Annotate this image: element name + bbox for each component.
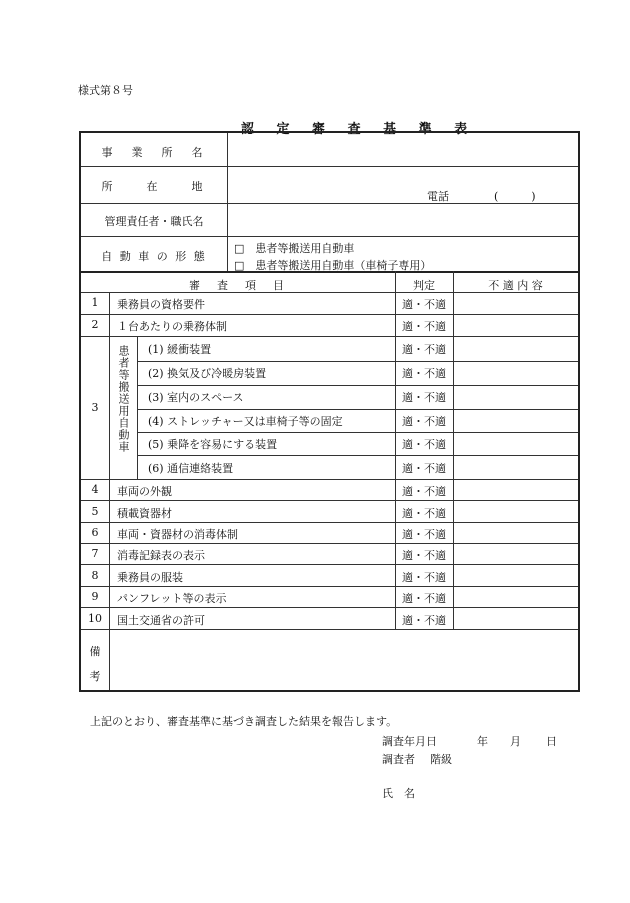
sub-item-label: (6) 通信連絡装置 [148,462,234,475]
vehicle-option-wheelchair[interactable]: □ 患者等搬送用自動車（車椅子専用） [234,259,432,272]
remarks-label-1: 備 [89,645,101,658]
judgment-option[interactable]: 適・不適 [402,507,446,520]
judgment-option[interactable]: 適・不適 [402,571,446,584]
judgment-option[interactable]: 適・不適 [402,367,446,380]
judgment-option[interactable]: 適・不適 [402,549,446,562]
form-number: 様式第８号 [78,84,133,97]
row-number: 6 [91,526,99,539]
sub-item-label: (2) 換気及び冷暖房装置 [148,367,267,380]
row-number: 7 [91,547,99,560]
judgment-option[interactable]: 適・不適 [402,614,446,627]
item-label: １台あたりの乗務体制 [117,320,227,333]
row-number: 2 [91,318,99,331]
sub-item-label: (4) ストレッチャー又は車椅子等の固定 [148,415,343,428]
judgment-option[interactable]: 適・不適 [402,343,446,356]
phone-field[interactable]: ( ) [494,190,536,203]
investigator-label: 調査者 [382,753,415,766]
row-number: 8 [91,569,99,582]
phone-label: 電話 [427,190,449,203]
item-label: パンフレット等の表示 [117,592,227,605]
vehicle-group-label: 患者等搬送用自動車 [117,345,130,453]
item-label: 国土交通省の許可 [117,614,205,627]
row-number: 9 [91,590,99,603]
name-label: 氏 名 [382,787,415,800]
row-number: 1 [91,296,99,309]
remarks-label-2: 考 [89,670,101,683]
judgment-option[interactable]: 適・不適 [402,528,446,541]
judgment-option[interactable]: 適・不適 [402,391,446,404]
manager-field[interactable] [228,204,578,236]
sub-item-label: (5) 乗降を容易にする装置 [148,438,278,451]
judgment-option[interactable]: 適・不適 [402,592,446,605]
vehicle-type-label: 自 動 車 の 形 態 [101,250,207,263]
judgment-option[interactable]: 適・不適 [402,485,446,498]
remarks-field[interactable] [110,630,578,690]
rank-label: 階級 [430,753,452,766]
item-label: 乗務員の服装 [117,571,183,584]
row-number: 4 [91,483,99,496]
judgment-option[interactable]: 適・不適 [402,438,446,451]
office-name-field[interactable] [228,133,578,166]
sub-item-label: (3) 室内のスペース [148,391,244,404]
item-label: 車両・資器材の消毒体制 [117,528,238,541]
vehicle-option-standard[interactable]: □ 患者等搬送用自動車 [234,242,355,255]
report-statement: 上記のとおり、審査基準に基づき調査した結果を報告します。 [90,715,398,728]
manager-label: 管理責任者・職氏名 [104,215,204,228]
judgment-column-header: 判定 [413,279,435,292]
item-label: 車両の外観 [117,485,172,498]
day-label: 日 [546,735,557,748]
review-table [79,131,580,692]
sub-item-label: (1) 緩衝装置 [148,343,212,356]
row-number: 5 [91,505,99,518]
judgment-option[interactable]: 適・不適 [402,415,446,428]
judgment-option[interactable]: 適・不適 [402,298,446,311]
judgment-option[interactable]: 適・不適 [402,320,446,333]
item-label: 消毒記録表の表示 [117,549,205,562]
location-label: 所 在 地 [101,180,207,193]
item-label: 積載資器材 [117,507,172,520]
year-label: 年 [477,735,488,748]
row-number: 3 [91,401,99,414]
item-label: 乗務員の資格要件 [117,298,205,311]
row-number: 10 [88,612,102,625]
month-label: 月 [510,735,521,748]
document-title: 認 定 審 査 基 準 表 [241,122,477,137]
survey-date-label: 調査年月日 [382,735,437,748]
item-column-header: 審 査 項 目 [189,279,287,292]
details-column-header: 不 適 内 容 [488,279,543,292]
office-name-label: 事 業 所 名 [101,146,207,159]
judgment-option[interactable]: 適・不適 [402,462,446,475]
